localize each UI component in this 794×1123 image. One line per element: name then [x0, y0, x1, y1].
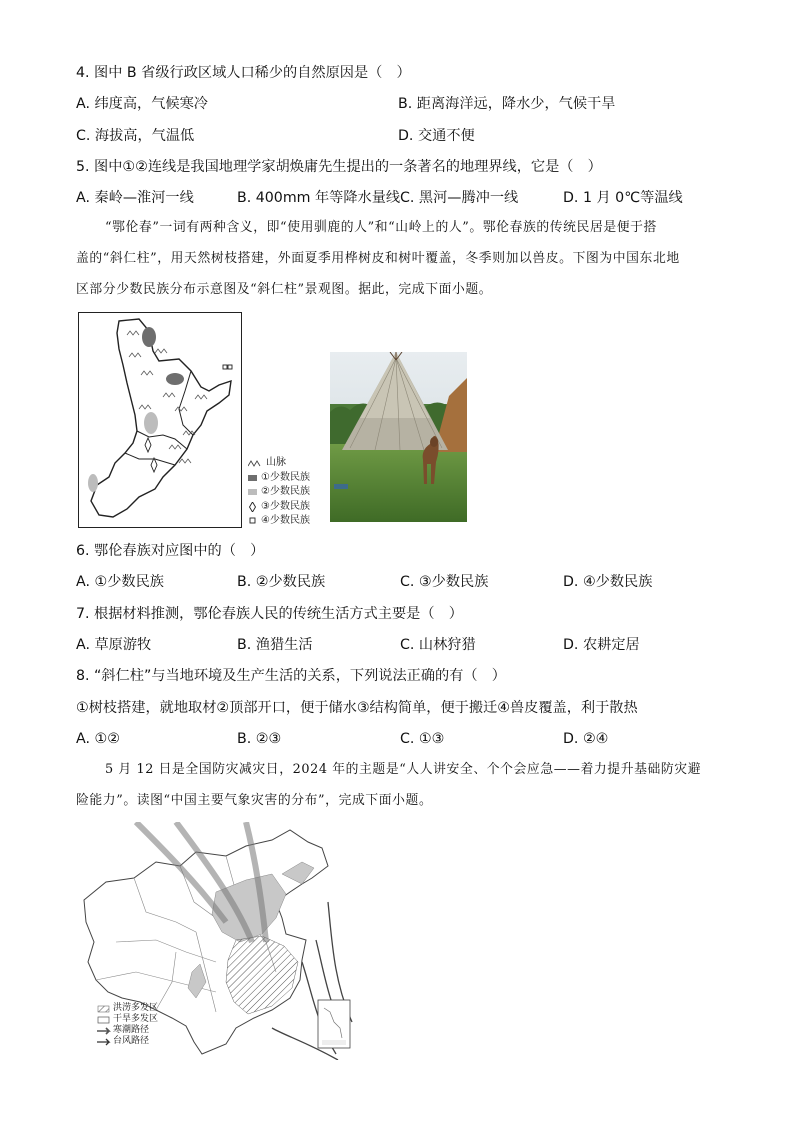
- q5-stem: 5. 图中①②连线是我国地理学家胡焕庸先生提出的一条著名的地理界线，它是（ ）: [76, 159, 602, 175]
- q8-option-b: B. ②③: [237, 731, 282, 747]
- q4-option-b: B. 距离海洋远，降水少，气候干旱: [398, 96, 616, 112]
- q8-option-a: A. ①②: [76, 731, 120, 747]
- legend-minority-4: ④少数民族: [261, 515, 310, 526]
- legend-typhoon-arrow: [97, 1039, 109, 1045]
- legend-minority-2: ②少数民族: [261, 486, 310, 497]
- material-2-paragraph: [76, 754, 722, 816]
- material-1-paragraph: [76, 212, 722, 305]
- material-1-line-3: 区部分少数民族分布示意图及“斜仁柱”景观图。据此，完成下面小题。: [76, 282, 493, 297]
- q8-option-d: D. ②④: [563, 731, 609, 747]
- material-2-line-1: 5 月 12 日是全国防灾减灾日，2024 年的主题是“人人讲安全、个个会应急——着力提升基础防灾避: [105, 762, 702, 777]
- q6-option-c: C. ③少数民族: [400, 574, 489, 590]
- minority-4-symbol: [228, 365, 232, 369]
- minority-1-patch: [142, 327, 156, 347]
- legend-mountain-label: 山脉: [266, 457, 286, 468]
- northeast-china-map: [78, 312, 242, 528]
- legend-typhoon-label: 台风路径: [113, 1036, 150, 1046]
- xierenzhu-photo-svg: [330, 352, 467, 522]
- q4-option-c: C. 海拔高，气温低: [76, 128, 195, 144]
- q5-option-b: B. 400mm 年等降水量线: [237, 190, 401, 206]
- legend-drought-swatch: [98, 1017, 109, 1023]
- q4-option-a: A. 纬度高，气候寒冷: [76, 96, 208, 112]
- q6-option-b: B. ②少数民族: [237, 574, 326, 590]
- south-china-sea-inset: [318, 1000, 350, 1048]
- dark-swatch-icon: [248, 475, 257, 481]
- material-2-line-2: 险能力”。读图“中国主要气象灾害的分布”，完成下面小题。: [76, 793, 433, 808]
- q7-stem: 7. 根据材料推测，鄂伦春族人民的传统生活方式主要是（ ）: [76, 606, 463, 622]
- q4-option-d: D. 交通不便: [398, 128, 475, 144]
- diamond-icon: [248, 502, 257, 512]
- legend-drought-label: 干旱多发区: [113, 1014, 159, 1024]
- map2-legend: [113, 1003, 158, 1047]
- q8-stem: 8. “斜仁柱”与当地环境及生产生活的关系，下列说法正确的有（ ）: [76, 668, 506, 684]
- legend-minority-3: ③少数民族: [261, 500, 310, 512]
- q5-option-a: A. 秦岭—淮河一线: [76, 190, 194, 206]
- q7-option-a: A. 草原游牧: [76, 637, 152, 653]
- mountain-icon: [248, 459, 262, 467]
- minority-4-symbol: [223, 365, 227, 369]
- legend-flood-label: 洪涝多发区: [113, 1003, 159, 1013]
- northeast-map-svg: [79, 313, 240, 526]
- legend-row-4: [248, 514, 310, 529]
- q8-statements: ①树枝搭建，就地取材②顶部开口，便于储水③结构简单，便于搬迁④兽皮覆盖，利于散热: [76, 700, 638, 716]
- material-1-line-1: “鄂伦春”一词有两种含义，即“使用驯鹿的人”和“山岭上的人”。鄂伦春族的传统民居是便于搭: [105, 220, 657, 235]
- legend-cold-arrow: [97, 1028, 109, 1034]
- q7-option-b: B. 渔猎生活: [237, 637, 313, 653]
- legend-hatch-swatch: [98, 1006, 109, 1012]
- q4-stem: 4. 图中 B 省级行政区域人口稀少的自然原因是（ ）: [76, 65, 411, 81]
- minority-2-patch: [88, 474, 98, 492]
- q6-option-a: A. ①少数民族: [76, 574, 164, 590]
- light-swatch-icon: [248, 489, 257, 495]
- minority-2-patch: [144, 412, 158, 434]
- legend-row-mountain: [248, 456, 310, 471]
- legend-row-3: [248, 500, 310, 515]
- map1-legend: [248, 456, 310, 529]
- legend-cold-label: 寒潮路径: [113, 1025, 150, 1035]
- square-icon: [248, 517, 257, 525]
- q5-option-c: C. 黑河—腾冲一线: [400, 190, 519, 206]
- legend-minority-1: ①少数民族: [261, 471, 310, 483]
- q5-option-d: D. 1 月 0℃等温线: [563, 190, 683, 206]
- legend-row-2: [248, 485, 310, 500]
- q6-option-d: D. ④少数民族: [563, 574, 653, 590]
- minority-1-patch: [166, 373, 184, 385]
- material-1-line-2: 盖的“斜仁柱”，用天然树枝搭建，外面夏季用桦树皮和树叶覆盖，冬季则加以兽皮。下图为中国东北地: [76, 251, 680, 266]
- q6-stem: 6. 鄂伦春族对应图中的（ ）: [76, 543, 265, 559]
- q8-option-c: C. ①③: [400, 731, 445, 747]
- q7-option-c: C. 山林狩猎: [400, 637, 476, 653]
- q7-option-d: D. 农耕定居: [563, 637, 640, 653]
- legend-row-1: [248, 471, 310, 486]
- xierenzhu-photo: [330, 352, 467, 522]
